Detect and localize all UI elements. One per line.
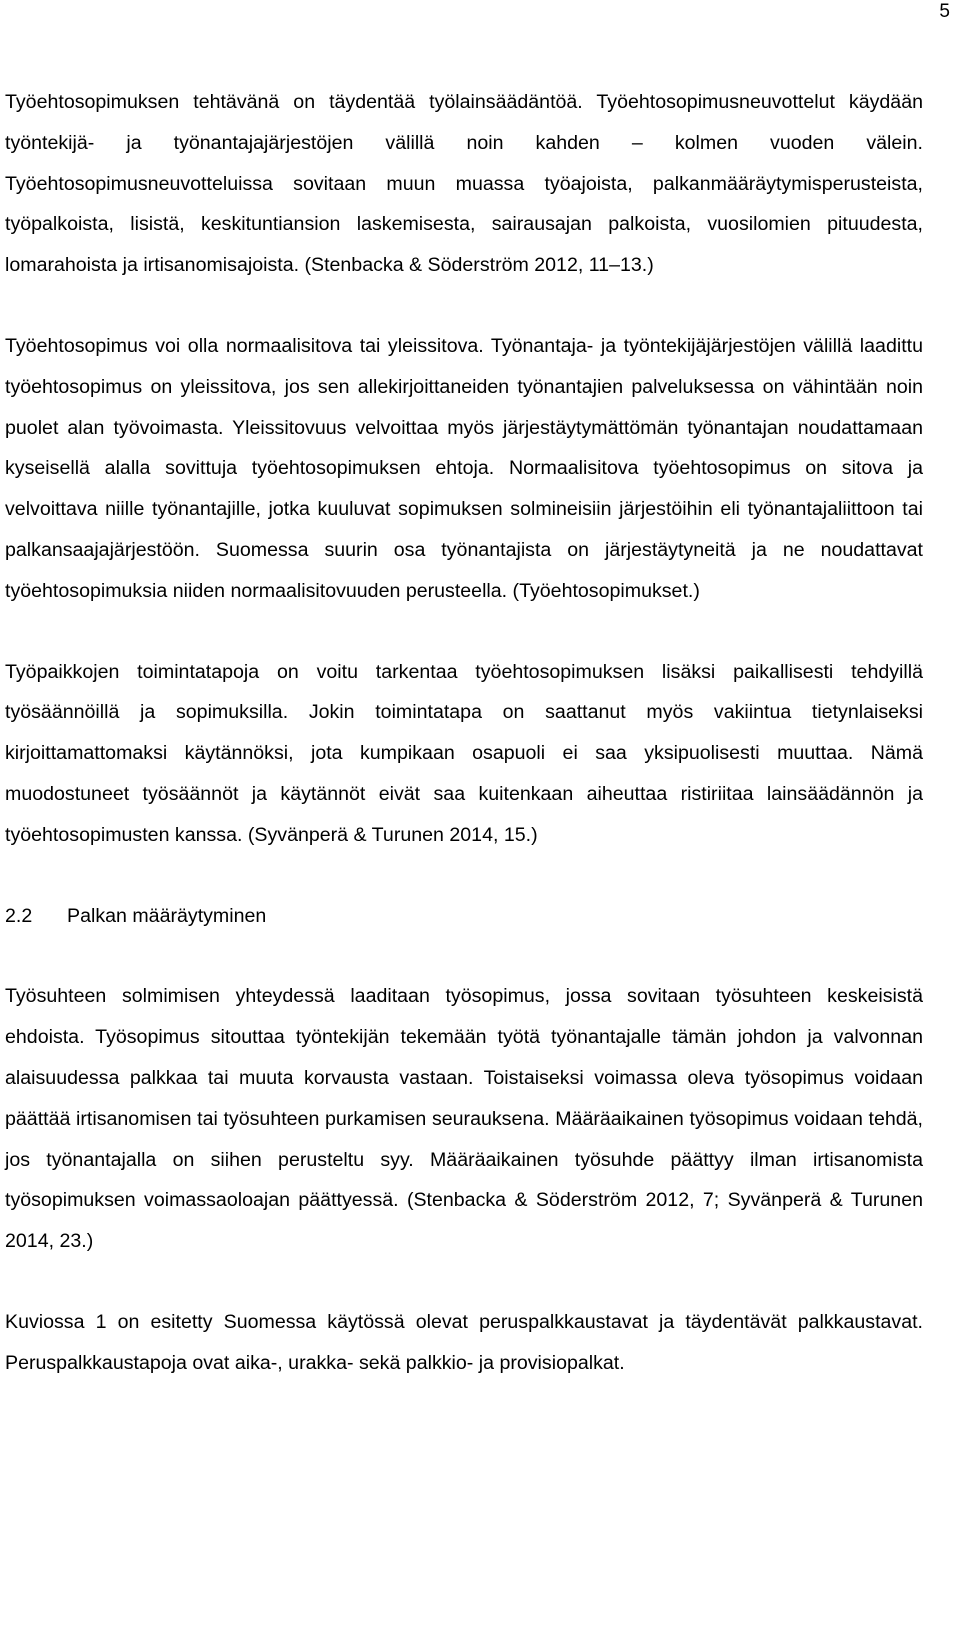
page-number: 5 xyxy=(939,1,950,22)
section-title: Palkan määräytyminen xyxy=(67,904,267,927)
section-heading xyxy=(5,896,923,937)
paragraph-collective-agreement-purpose: Työehtosopimuksen tehtävänä on täydentää työlainsäädäntöä. Työehtosopimusneuvottelut käydään työntekijä- ja työnantajajärjestöjen välillä noin kahden – kolmen vuoden välein. Työehtosopimusneuvotteluissa sovitaan muun muassa työajoista, palkanmääräytymisperusteista, työpalkoista, lisistä, keskituntiansion laskemisesta, sairausajan palkoista, vuosilomien pituudesta, lomarahoista ja irtisanomisajoista. (Stenbacka & Söderström 2012, 11–13.) xyxy=(5,91,923,277)
paragraph-agreement-binding-types: Työehtosopimus voi olla normaalisitova tai yleissitova. Työnantaja- ja työntekijäjärjestöjen välillä laadittu työehtosopimus on yleissitova, jos sen allekirjoittaneiden työnantajien palveluksessa on vähintään noin puolet alan työvoimasta. Yleissitovuus velvoittaa myös järjestäytymättömän työnantajan noudattamaan kyseisellä alalla sovittuja työehtosopimuksen ehtoja. Normaalisitova työehtosopimus on sitova ja velvoittava niille työnantajille, jotka kuuluvat sopimuksen solmineisiin järjestöihin eli työnantajaliittoon tai palkansaajajärjestöön. Suomessa suurin osa työnantajista on järjestäytyneitä ja ne noudattavat työehtosopimuksia niiden normaalisitovuuden perusteella. (Työehtosopimukset.) xyxy=(5,334,923,602)
paragraph-workplace-practices: Työpaikkojen toimintatapoja on voitu tarkentaa työehtosopimuksen lisäksi paikallisesti tehdyillä työsäännöillä ja sopimuksilla. Jokin toimintatapa on saattanut myös vakiintua tietynlaiseksi kirjoittamattomaksi käytännöksi, jota kumpikaan osapuoli ei saa yksipuolisesti muuttaa. Nämä muodostuneet työsäännöt ja käytännöt eivät saa kuitenkaan aiheuttaa ristiriitaa lainsäädännön ja työehtosopimusten kanssa. (Syvänperä & Turunen 2014, 15.) xyxy=(5,660,923,846)
section-number: 2.2 xyxy=(5,904,33,927)
paragraph-figure-reference: Kuviossa 1 on esitetty Suomessa käytössä olevat peruspalkkaustavat ja täydentävät palkkaustavat. Peruspalkkaustapoja ovat aika-, urakka- sekä palkkio- ja provisiopalkat. xyxy=(5,1310,923,1374)
paragraph-employment-contract: Työsuhteen solmimisen yhteydessä laaditaan työsopimus, jossa sovitaan työsuhteen keskeisistä ehdoista. Työsopimus sitouttaa työntekijän tekemään työtä työnantajalle tämän johdon ja valvonnan alaisuudessa palkkaa tai muuta korvausta vastaan. Toistaiseksi voimassa oleva työsopimus voidaan päättää irtisanomisen tai työsuhteen purkamisen seurauksena. Määräaikainen työsopimus voidaan tehdä, jos työnantajalla on siihen perusteltu syy. Määräaikainen työsuhde päättyy ilman irtisanomista työsopimuksen voimassaoloajan päättyessä. (Stenbacka & Söderström 2012, 7; Syvänperä & Turunen 2014, 23.) xyxy=(5,985,923,1253)
body-text xyxy=(5,82,923,1424)
